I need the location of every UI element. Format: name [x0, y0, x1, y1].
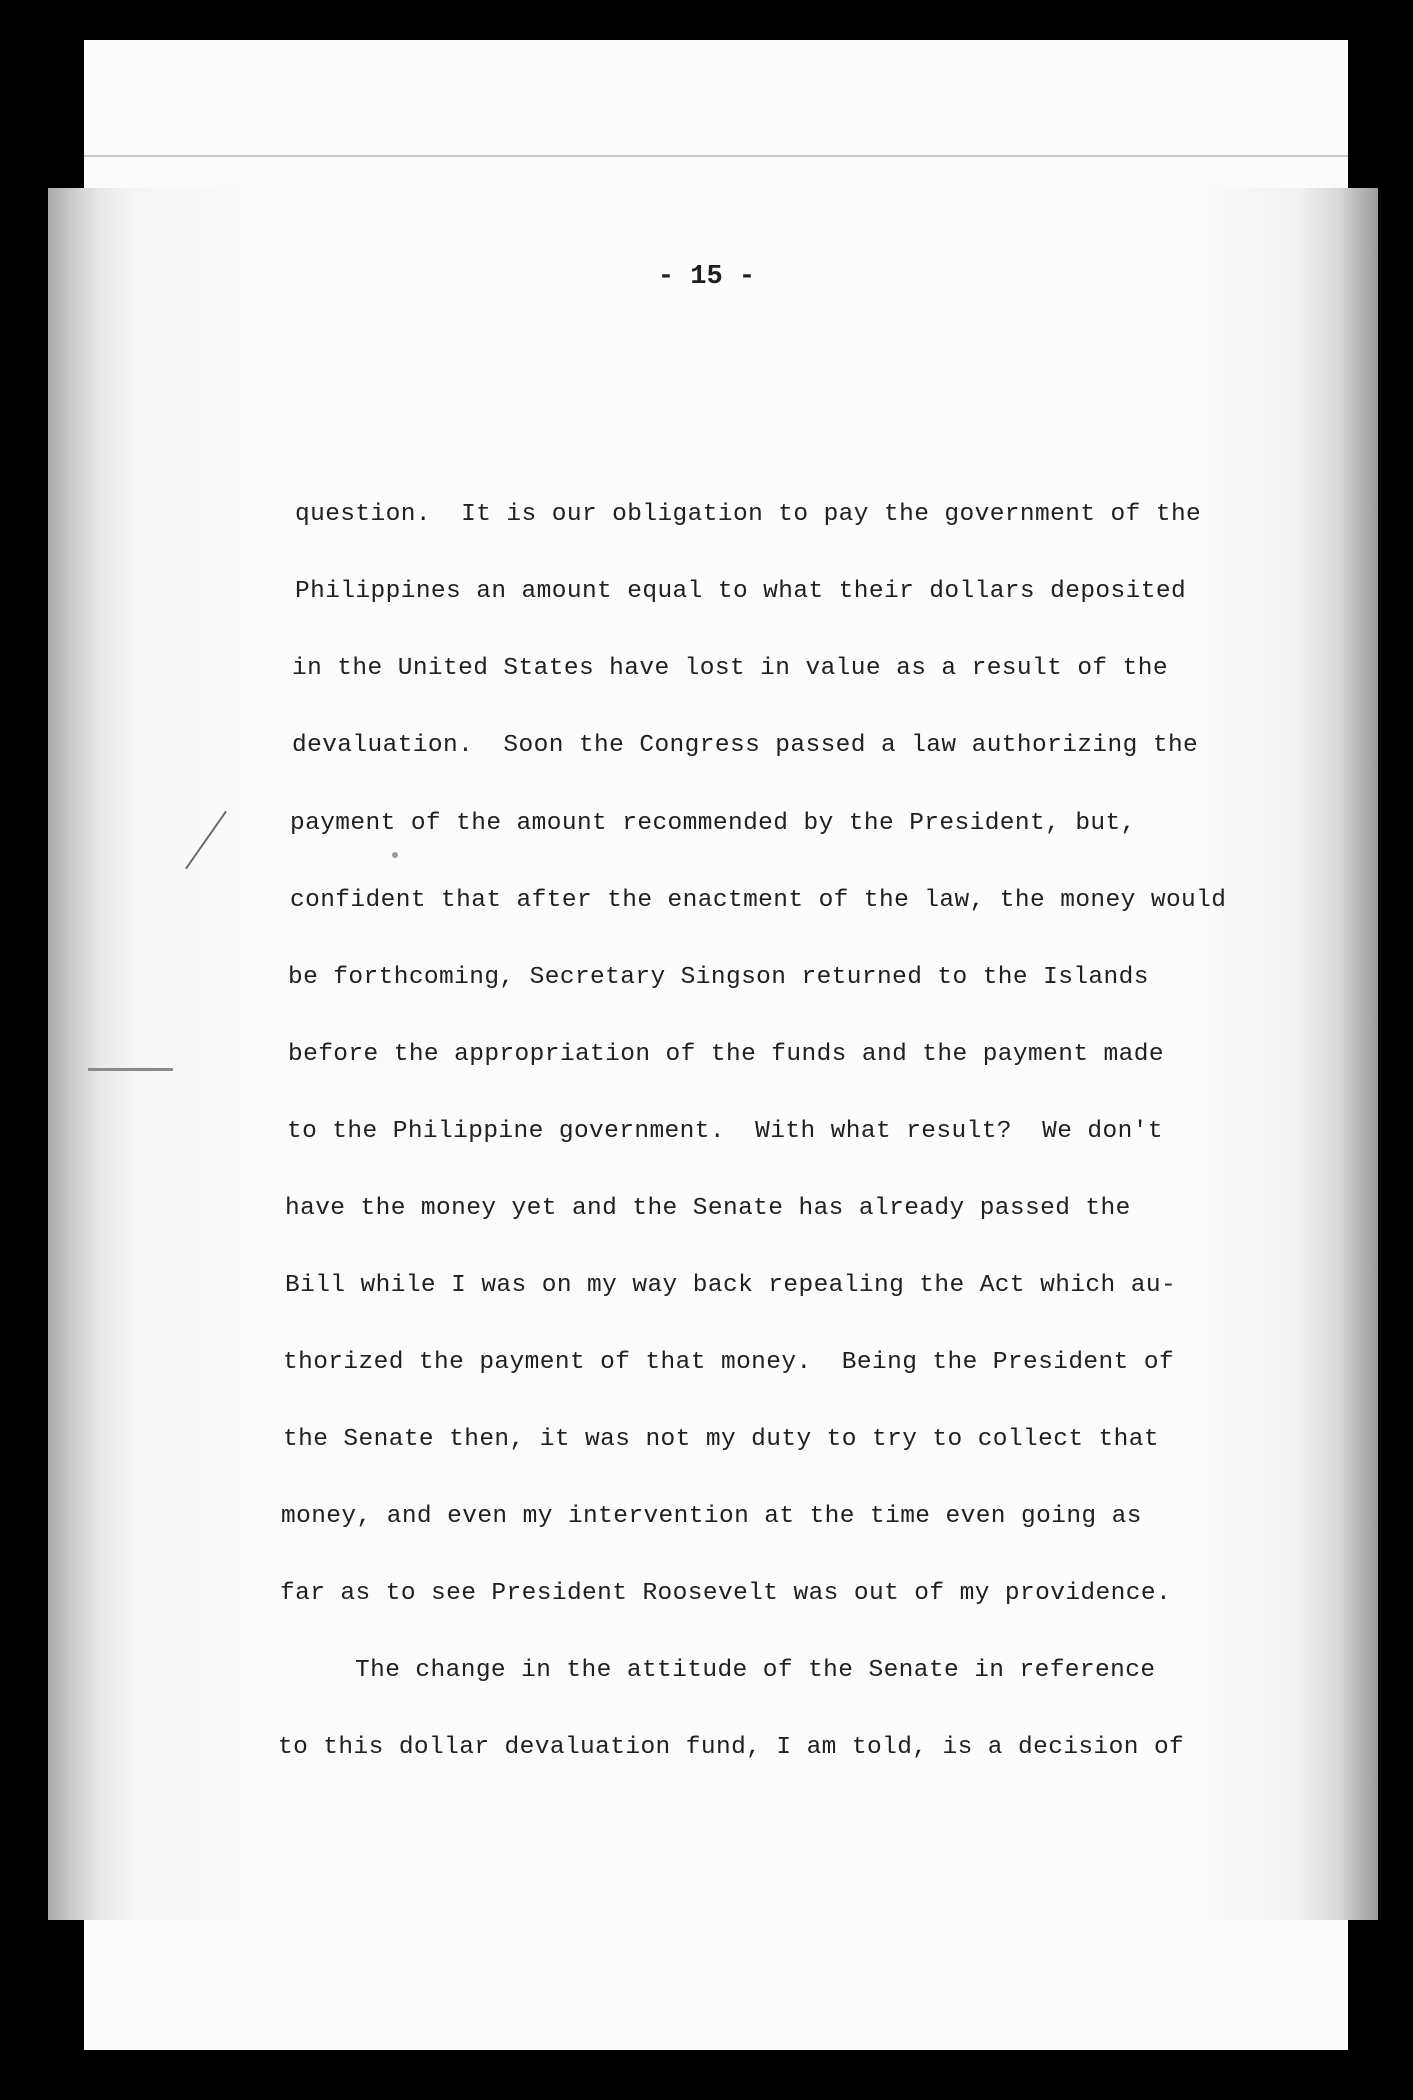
text-line: money, and even my intervention at the time even going as: [281, 1503, 1142, 1530]
text-line: have the money yet and the Senate has already passed the: [285, 1195, 1131, 1222]
text-line: before the appropriation of the funds and the payment made: [288, 1041, 1164, 1068]
page-number: - 15 -: [657, 262, 756, 292]
text-line: Philippines an amount equal to what their dollars deposited: [295, 578, 1187, 605]
text-line: thorized the payment of that money. Being the President of: [283, 1349, 1175, 1376]
text-line: payment of the amount recommended by the President, but,: [290, 810, 1136, 837]
text-line: in the United States have lost in value as a result of the: [292, 655, 1168, 682]
text-line: confident that after the enactment of the law, the money would: [290, 887, 1227, 914]
text-line: question. It is our obligation to pay the government of the: [295, 501, 1202, 528]
paragraph-start-line: The change in the attitude of the Senate in reference: [355, 1657, 1156, 1684]
text-line: devaluation. Soon the Congress passed a law authorizing the: [292, 732, 1199, 759]
text-line: to this dollar devaluation fund, I am told, is a decision of: [278, 1734, 1185, 1761]
text-line: to the Philippine government. With what result? We don't: [287, 1118, 1163, 1145]
text-line: be forthcoming, Secretary Singson returned to the Islands: [288, 964, 1149, 991]
text-line: the Senate then, it was not my duty to try to collect that: [283, 1426, 1159, 1453]
text-line: Bill while I was on my way back repealing the Act which au-: [285, 1272, 1177, 1299]
text-line: far as to see President Roosevelt was out of my providence.: [280, 1580, 1172, 1607]
